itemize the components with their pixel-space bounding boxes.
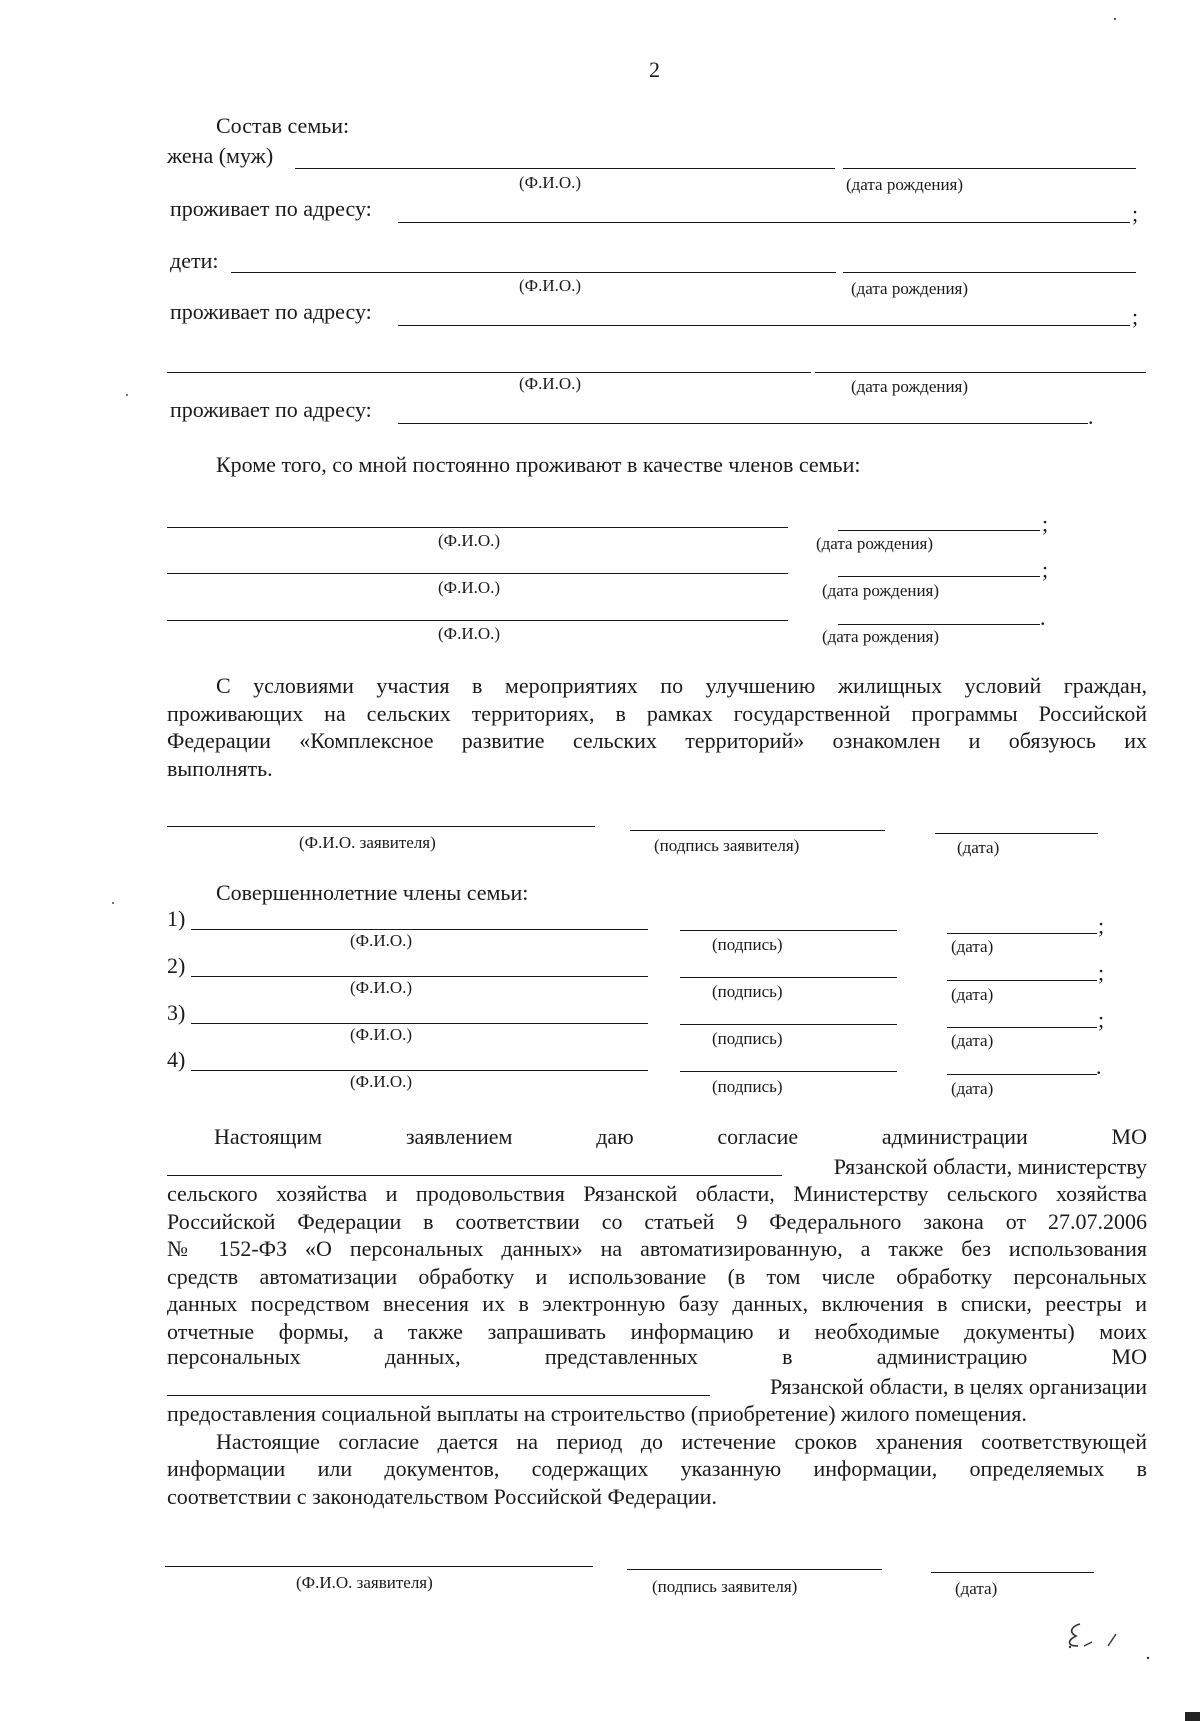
consent-period-line-3: соответствии с законодательством Российской Федерации. xyxy=(167,1483,717,1509)
final-sign-line xyxy=(627,1569,882,1570)
adult3-number: 3) xyxy=(167,1000,186,1025)
conditions-line-1: С условиями участия в мероприятиях по улучшению жилищных условий граждан, xyxy=(216,673,1147,698)
scan-edge-mark xyxy=(1185,1712,1200,1721)
adult2-number: 2) xyxy=(167,953,186,978)
final-fio-caption: (Ф.И.О. заявителя) xyxy=(296,1573,433,1592)
adult2-end: ; xyxy=(1098,960,1105,985)
other1-fio-line xyxy=(167,527,788,528)
spouse-address-end: ; xyxy=(1132,201,1139,226)
conditions-line-2: проживающих на сельских территориях, в рамках государственной программы Российской xyxy=(167,700,1147,726)
spouse-address-line xyxy=(398,222,1130,223)
adult2-date-caption: (дата) xyxy=(951,985,994,1004)
adult1-end: ; xyxy=(1098,913,1105,938)
other3-fio-caption: (Ф.И.О.) xyxy=(438,624,501,643)
other2-end: ; xyxy=(1042,557,1049,582)
applicant-fio-line xyxy=(167,826,595,827)
other3-end: . xyxy=(1040,605,1046,630)
child1-birth-line xyxy=(843,272,1136,273)
final-date-caption: (дата) xyxy=(955,1579,998,1598)
other3-birth-caption: (дата рождения) xyxy=(822,627,940,646)
child1-address-end: ; xyxy=(1132,304,1139,329)
scan-speck xyxy=(126,394,128,396)
consent-period-line-2: информации или документов, содержащих указанную информации, определяемых в xyxy=(167,1456,1147,1481)
other3-fio-line xyxy=(167,620,788,621)
adult2-fio-caption: (Ф.И.О.) xyxy=(350,978,413,997)
adult3-date-caption: (дата) xyxy=(951,1031,994,1050)
scan-speck xyxy=(1114,18,1116,20)
other3-birth-line xyxy=(838,624,1040,625)
adult2-sign-caption: (подпись) xyxy=(712,982,783,1001)
family-title: Состав семьи: xyxy=(216,113,350,138)
adult4-date-line xyxy=(947,1074,1097,1075)
spouse-label: жена (муж) xyxy=(167,143,274,168)
final-sign-caption: (подпись заявителя) xyxy=(652,1577,798,1596)
adult4-fio-caption: (Ф.И.О.) xyxy=(350,1072,413,1091)
adult4-sign-caption: (подпись) xyxy=(712,1077,783,1096)
child1-fio-line xyxy=(231,272,836,273)
adult1-fio-line xyxy=(191,929,648,930)
child1-fio-caption: (Ф.И.О.) xyxy=(519,276,582,295)
child1-address-label: проживает по адресу: xyxy=(170,299,372,324)
consent-line-8: отчетные формы, а также запрашивать информацию и необходимые документы) моих xyxy=(167,1318,1147,1344)
other1-fio-caption: (Ф.И.О.) xyxy=(438,531,501,550)
final-fio-line xyxy=(165,1566,593,1567)
conditions-paragraph xyxy=(167,672,1147,782)
consent-line-10: Рязанской области, в целях организации xyxy=(167,1373,1147,1401)
consent-line-9: персональных данных, представленных в администрацию МО xyxy=(167,1344,1147,1369)
conditions-line-4: выполнять. xyxy=(167,755,273,781)
applicant-date-line xyxy=(935,833,1098,834)
adult4-end: . xyxy=(1096,1054,1102,1079)
adult4-sign-line xyxy=(680,1071,897,1072)
child2-birth-caption: (дата рождения) xyxy=(851,377,969,396)
consent-line-5: № 152-ФЗ «О персональных данных» на автоматизированную, а также без использования xyxy=(167,1236,1147,1261)
child2-address-line xyxy=(398,423,1088,424)
consent-period-line-1: Настоящие согласие дается на период до истечение сроков хранения соответствующей xyxy=(216,1428,1147,1454)
child2-birth-line xyxy=(815,372,1146,373)
adult2-date-line xyxy=(947,980,1097,981)
consent-line-4: Российской Федерации в соответствии со статьей 9 Федерального закона от 27.07.2006 xyxy=(167,1208,1147,1234)
child1-address-line xyxy=(398,325,1130,326)
spouse-birth-caption: (дата рождения) xyxy=(846,175,964,194)
adult2-sign-line xyxy=(680,977,897,978)
consent-municipality-line-1 xyxy=(167,1175,782,1176)
adult3-date-line xyxy=(947,1027,1097,1028)
consent-line-7: данных посредством внесения их в электронную базу данных, включения в списки, реестры и xyxy=(167,1291,1147,1316)
child2-fio-line xyxy=(167,372,811,373)
adult3-end: ; xyxy=(1098,1007,1105,1032)
handwritten-initials-mark xyxy=(1050,1612,1160,1672)
adult3-sign-caption: (подпись) xyxy=(712,1029,783,1048)
children-label: дети: xyxy=(170,248,219,273)
others-intro: Кроме того, со мной постоянно проживают в качестве членов семьи: xyxy=(216,452,861,477)
final-date-line xyxy=(931,1572,1094,1573)
adult4-number: 4) xyxy=(167,1047,186,1072)
spouse-fio-line xyxy=(295,168,835,169)
other1-end: ; xyxy=(1042,511,1049,536)
consent-line-11: предоставления социальной выплаты на строительство (приобретение) жилого помещения. xyxy=(167,1401,1027,1426)
applicant-date-caption: (дата) xyxy=(957,838,1000,857)
other1-birth-caption: (дата рождения) xyxy=(816,534,934,553)
applicant-sign-line xyxy=(630,830,885,831)
page-number: 2 xyxy=(649,57,660,82)
consent-paragraph xyxy=(167,1125,1147,1510)
child1-birth-caption: (дата рождения) xyxy=(851,279,969,298)
adult3-fio-caption: (Ф.И.О.) xyxy=(350,1025,413,1044)
adult1-date-line xyxy=(947,933,1097,934)
other2-birth-caption: (дата рождения) xyxy=(822,581,940,600)
spouse-address-label: проживает по адресу: xyxy=(170,196,372,221)
consent-line-1: Настоящим заявлением даю согласие администрации МО xyxy=(214,1124,1147,1149)
adult3-sign-line xyxy=(680,1024,897,1025)
adult2-fio-line xyxy=(191,976,648,977)
other2-birth-line xyxy=(838,576,1040,577)
other2-fio-caption: (Ф.И.О.) xyxy=(438,578,501,597)
spouse-fio-caption: (Ф.И.О.) xyxy=(519,173,582,192)
adult4-date-caption: (дата) xyxy=(951,1079,994,1098)
child2-address-label: проживает по адресу: xyxy=(170,397,372,422)
adult4-fio-line xyxy=(191,1070,648,1071)
conditions-line-3: Федерации «Комплексное развитие сельских территорий» ознакомлен и обязуюсь их xyxy=(167,728,1147,753)
other1-birth-line xyxy=(838,530,1040,531)
consent-line-2: Рязанской области, министерству xyxy=(167,1153,1147,1181)
adult1-date-caption: (дата) xyxy=(951,937,994,956)
child2-address-end: . xyxy=(1088,404,1094,429)
adult-members-title: Совершеннолетние члены семьи: xyxy=(216,880,529,905)
adult3-fio-line xyxy=(191,1023,648,1024)
applicant-sign-caption: (подпись заявителя) xyxy=(654,836,800,855)
adult1-fio-caption: (Ф.И.О.) xyxy=(350,931,413,950)
child2-fio-caption: (Ф.И.О.) xyxy=(519,374,582,393)
consent-line-6: средств автоматизации обработку и использование (в том числе обработку персональных xyxy=(167,1263,1147,1289)
consent-municipality-line-2 xyxy=(167,1395,710,1396)
spouse-birth-line xyxy=(843,168,1136,169)
adult1-number: 1) xyxy=(167,906,186,931)
scan-speck xyxy=(112,902,114,904)
adult1-sign-line xyxy=(680,930,897,931)
adult1-sign-caption: (подпись) xyxy=(712,935,783,954)
applicant-fio-caption: (Ф.И.О. заявителя) xyxy=(299,833,436,852)
consent-line-3: сельского хозяйства и продовольствия Рязанской области, Министерству сельского хозяйства xyxy=(167,1181,1147,1206)
other2-fio-line xyxy=(167,573,788,574)
